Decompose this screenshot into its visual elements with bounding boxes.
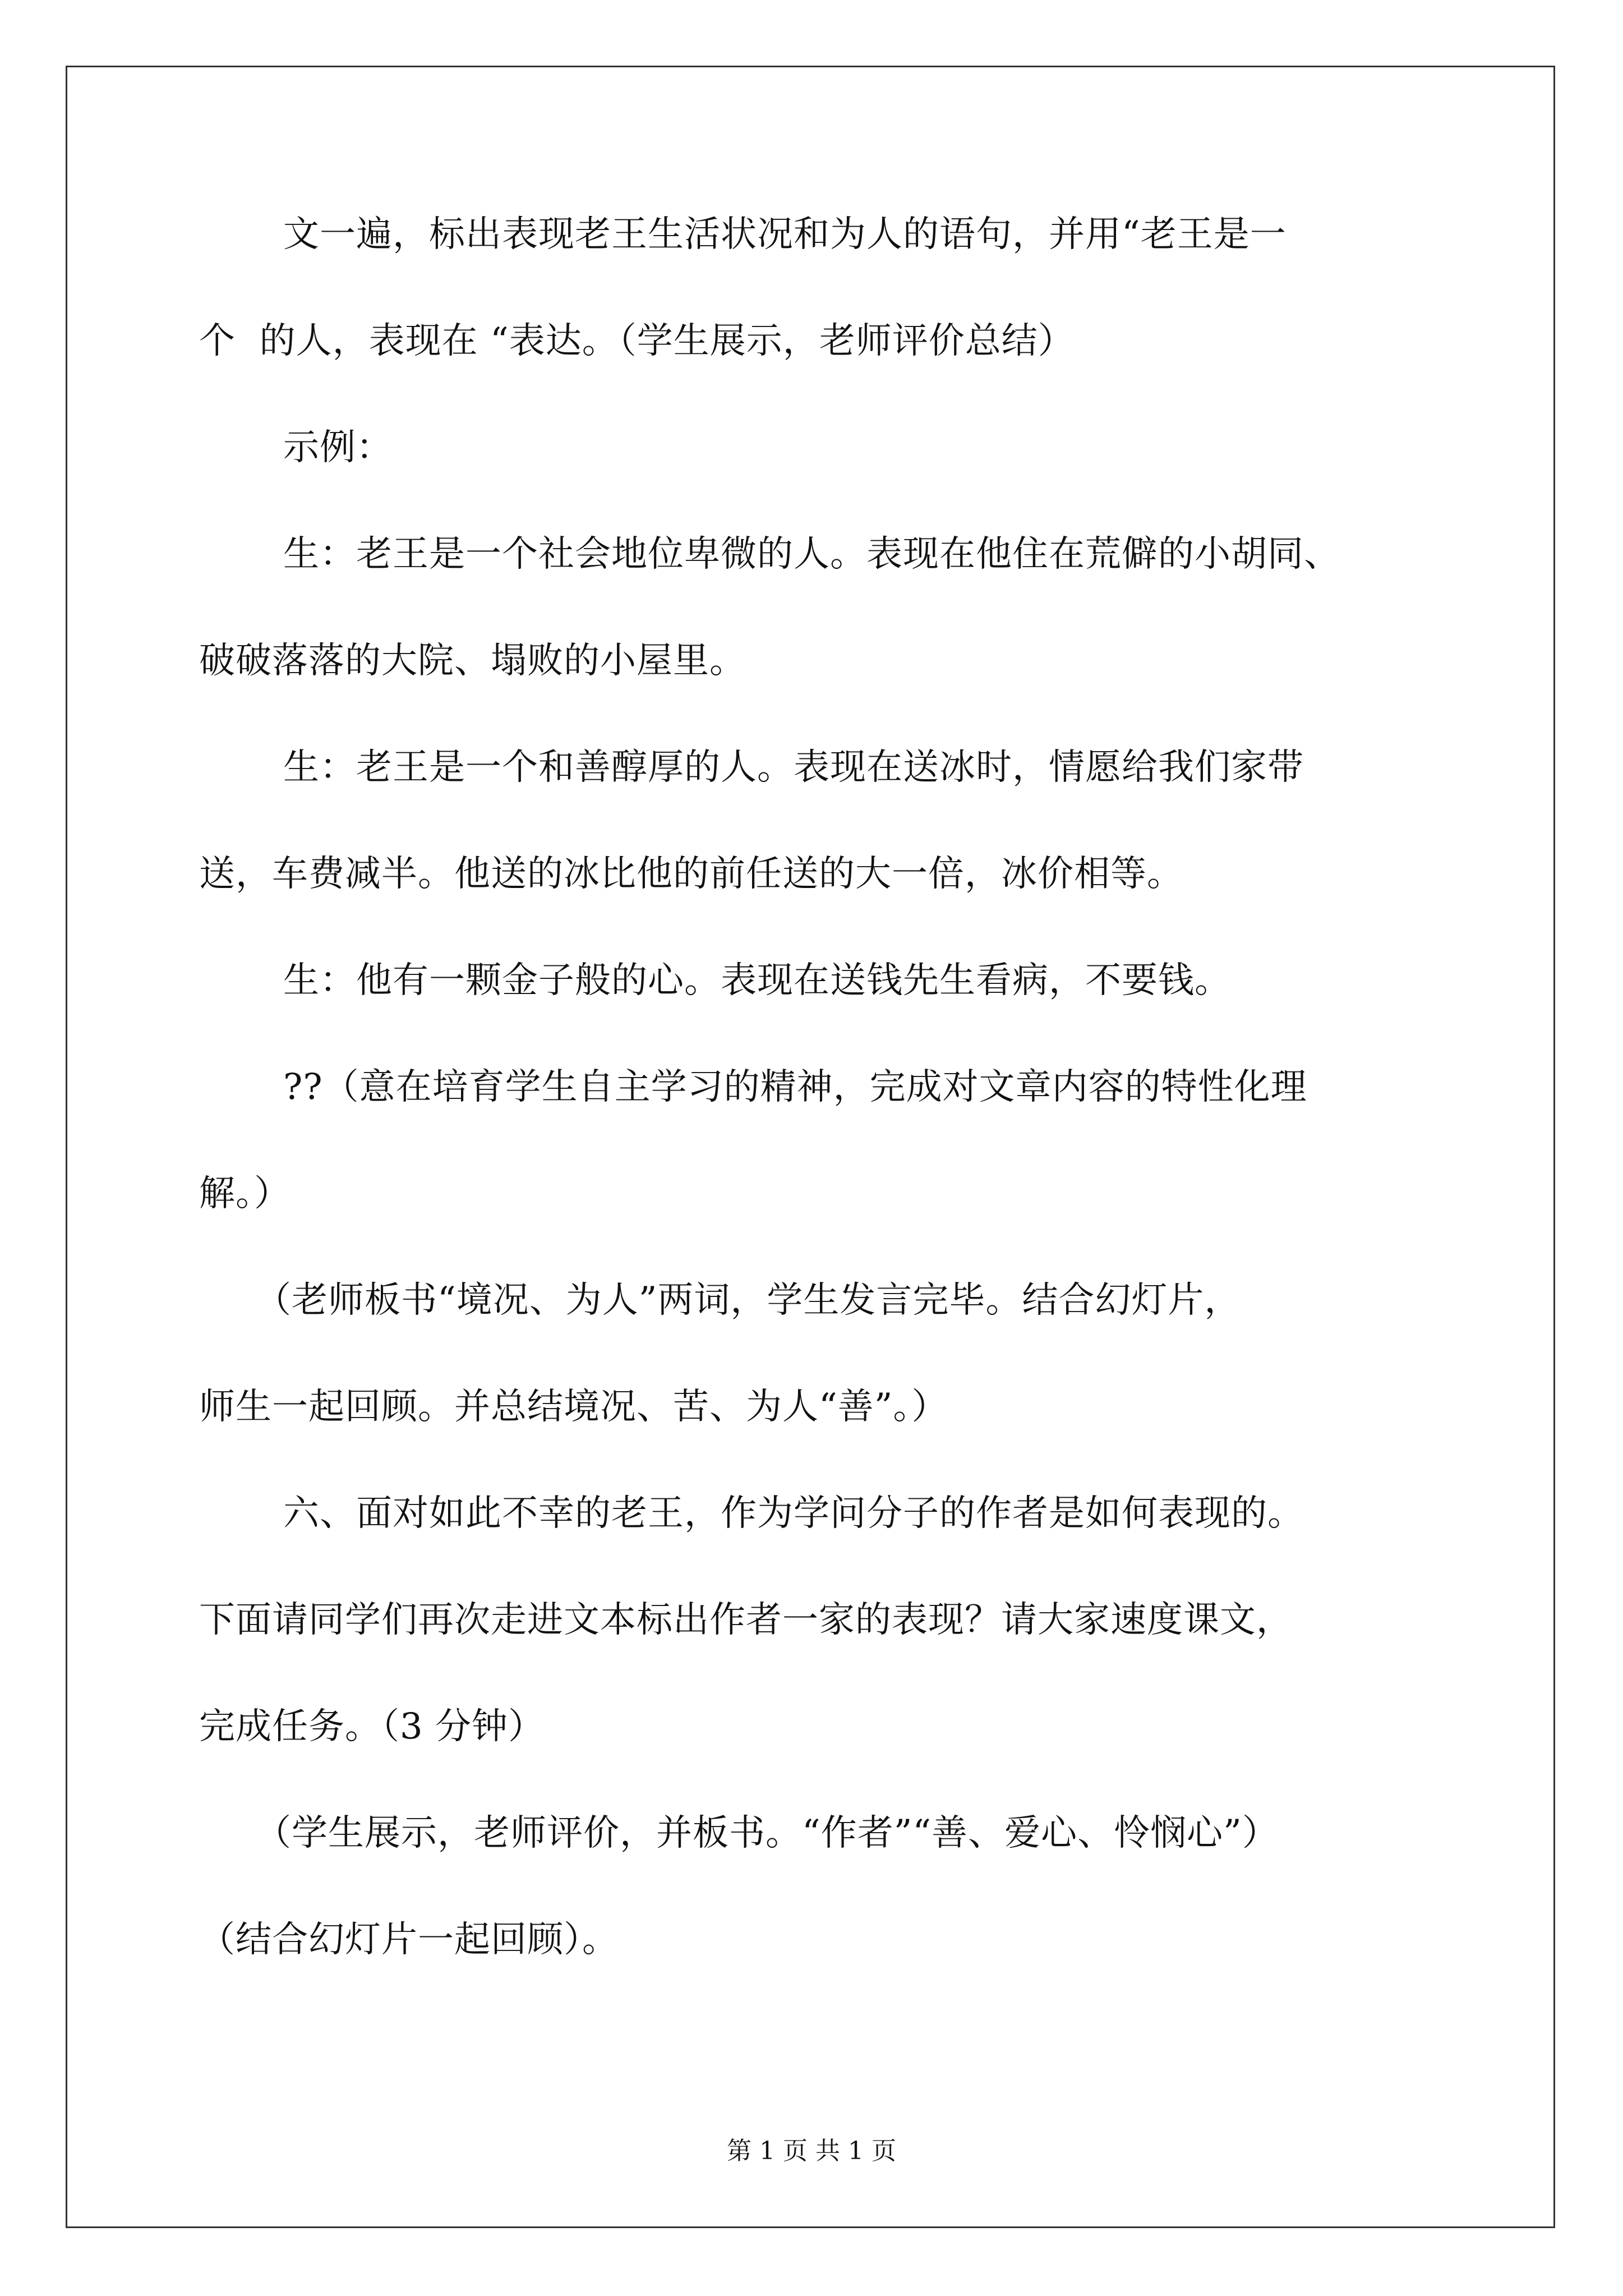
text-line: 下面请同学们再次走进文本标出作者一家的表现？请大家速度课文，: [199, 1599, 1293, 1641]
text-line: 生：老王是一个和善醇厚的人。表现在送冰时，情愿给我们家带: [283, 747, 1304, 788]
text-line: 师生一起回顾。并总结境况、苦、为人“善”。）: [199, 1386, 948, 1428]
text-line: 示例：: [283, 427, 393, 468]
text-line: 送，车费减半。他送的冰比他的前任送的大一倍，冰价相等。: [199, 853, 1183, 895]
text-line: 生：老王是一个社会地位卑微的人。表现在他住在荒僻的小胡同、: [283, 533, 1340, 575]
text-line: （结合幻灯片一起回顾）。: [199, 1919, 619, 1961]
page-footer: 第 1 页 共 1 页: [727, 2137, 896, 2165]
text-line: ??（意在培育学生自主学习的精神，完成对文章内容的特性化理: [283, 1066, 1307, 1108]
text-line: 生：他有一颗金子般的心。表现在送钱先生看病，不要钱。: [283, 960, 1231, 1001]
text-line: （学生展示，老师评价，并板书。“作者”“善、爱心、怜悯心”）: [255, 1812, 1279, 1854]
text-line: 解。）: [199, 1173, 291, 1214]
text-line: 个 的人，表现在 “表达。（学生展示，老师评价总结）: [199, 320, 1075, 362]
text-line: （老师板书“境况、为人”两词，学生发言完毕。结合幻灯片，: [255, 1280, 1241, 1321]
text-line: 完成任务。（3 分钟）: [199, 1706, 545, 1747]
text-line: 破破落落的大院、塌败的小屋里。: [199, 640, 746, 682]
text-line: 六、面对如此不幸的老王，作为学问分子的作者是如何表现的。: [283, 1493, 1304, 1534]
page-border: [66, 66, 1555, 2228]
text-line: 文一遍，标出表现老王生活状况和为人的语句，并用“老王是一: [283, 214, 1287, 255]
